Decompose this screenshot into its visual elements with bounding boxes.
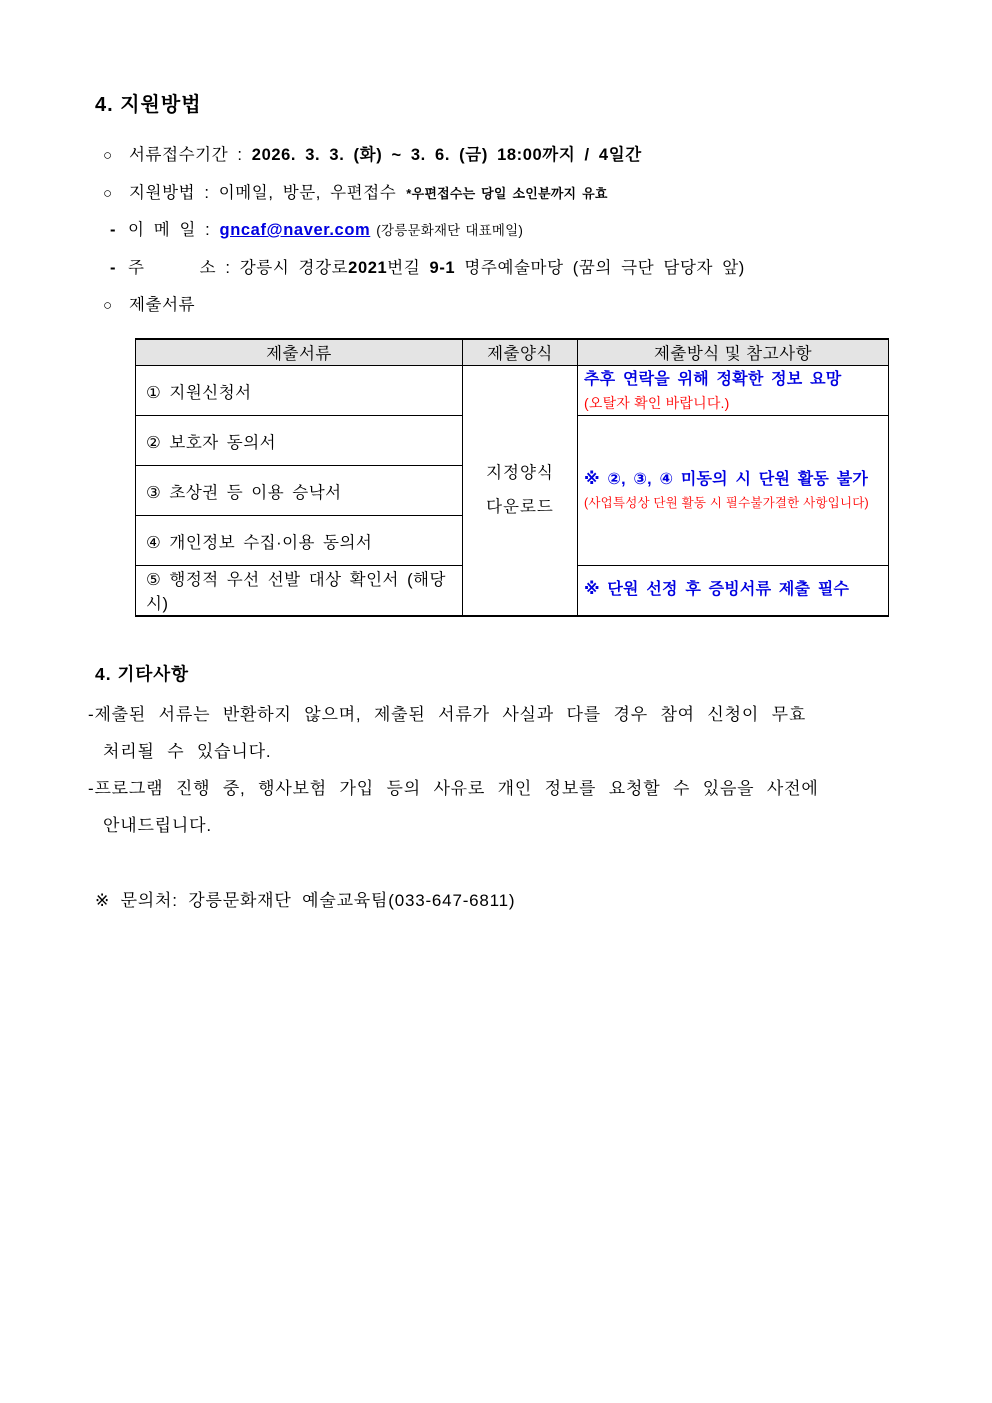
- etc-paragraphs: [88, 696, 905, 844]
- note-cell-contact-info: [578, 366, 889, 416]
- email-link[interactable]: gncaf@naver.com: [219, 221, 371, 239]
- etc-para-line: -프로그램 진행 중, 행사보험 가입 등의 사유로 개인 정보를 요청할 수 있음을 사전에: [88, 778, 819, 798]
- apply-section-title: 4. 지원방법: [95, 94, 202, 116]
- address-line: [110, 250, 905, 288]
- address-text: 강릉시 경강로: [239, 258, 349, 277]
- note-blue-text: ※ 단원 선정 후 증빙서류 제출 필수: [584, 581, 850, 599]
- email-note: (강릉문화재단 대표메일): [376, 223, 524, 238]
- form-line: 다운로드: [486, 498, 554, 517]
- address-number: 2021: [348, 258, 388, 277]
- doc-cell-priority-confirm: ⑤ 행정적 우선 선발 대상 확인서 (해당 시): [136, 566, 463, 616]
- form-line: 지정양식: [486, 464, 554, 483]
- header-doc-notes: 제출방식 및 참고사항: [578, 339, 889, 366]
- documents-line: [103, 287, 905, 325]
- note-cell-evidence-docs: [578, 566, 889, 616]
- period-line: [103, 137, 905, 175]
- apply-list: [88, 137, 905, 325]
- note-cell-consent-required: [578, 416, 889, 566]
- address-label: 주 소 :: [128, 258, 240, 277]
- doc-cell-guardian-consent: ② 보호자 동의서: [136, 416, 463, 466]
- etc-para-line: 처리될 수 있습니다.: [103, 741, 272, 761]
- table-header-row: [136, 339, 889, 366]
- header-doc-form: 제출양식: [463, 339, 578, 366]
- period-label: 서류접수기간 :: [129, 146, 252, 164]
- method-line: [103, 175, 905, 213]
- method-note: *우편접수는 당일 소인분까지 유효: [406, 185, 608, 201]
- note-blue-text: ※ ②, ③, ④ 미동의 시 단원 활동 불가: [584, 470, 869, 488]
- address-text: 번길: [387, 258, 430, 277]
- note-red-text: (오탈자 확인 바랍니다.): [584, 394, 730, 411]
- note-red-text: (사업특성상 단원 활동 시 필수불가결한 사항입니다): [584, 495, 869, 510]
- dash-bullet: -: [110, 258, 117, 277]
- note-blue-text: 추후 연락을 위해 정확한 정보 요망: [584, 370, 842, 388]
- documents-table: [135, 338, 889, 617]
- form-download-cell: [463, 366, 578, 616]
- doc-cell-application: ① 지원신청서: [136, 366, 463, 416]
- address-text: 명주예술마당 (꿈의 극단 담당자 앞): [455, 258, 745, 277]
- circle-bullet-icon: ○: [103, 297, 113, 314]
- header-doc-name: 제출서류: [136, 339, 463, 366]
- circle-bullet-icon: ○: [103, 147, 113, 164]
- doc-cell-portrait-consent: ③ 초상권 등 이용 승낙서: [136, 466, 463, 516]
- table-row: [136, 366, 889, 416]
- dash-bullet: -: [110, 221, 117, 239]
- method-label: 지원방법 : 이메일, 방문, 우편접수: [129, 183, 397, 202]
- address-number: 9-1: [429, 258, 456, 277]
- etc-section-title: 4. 기타사항: [95, 663, 190, 684]
- doc-cell-privacy-consent: ④ 개인정보 수집·이용 동의서: [136, 516, 463, 566]
- period-value: 2026. 3. 3. (화) ~ 3. 6. (금) 18:00까지 / 4일간: [251, 146, 642, 164]
- email-label: 이 메 일 :: [128, 221, 220, 239]
- circle-bullet-icon: ○: [103, 184, 113, 202]
- email-line: [110, 212, 905, 250]
- contact-info: ※ 문의처: 강릉문화재단 예술교육팀(033-647-6811): [95, 890, 516, 910]
- etc-para-line: -제출된 서류는 반환하지 않으며, 제출된 서류가 사실과 다를 경우 참여 신청이 무효: [88, 704, 807, 724]
- documents-label: 제출서류: [129, 296, 196, 314]
- etc-para-line: 안내드립니다.: [103, 815, 212, 835]
